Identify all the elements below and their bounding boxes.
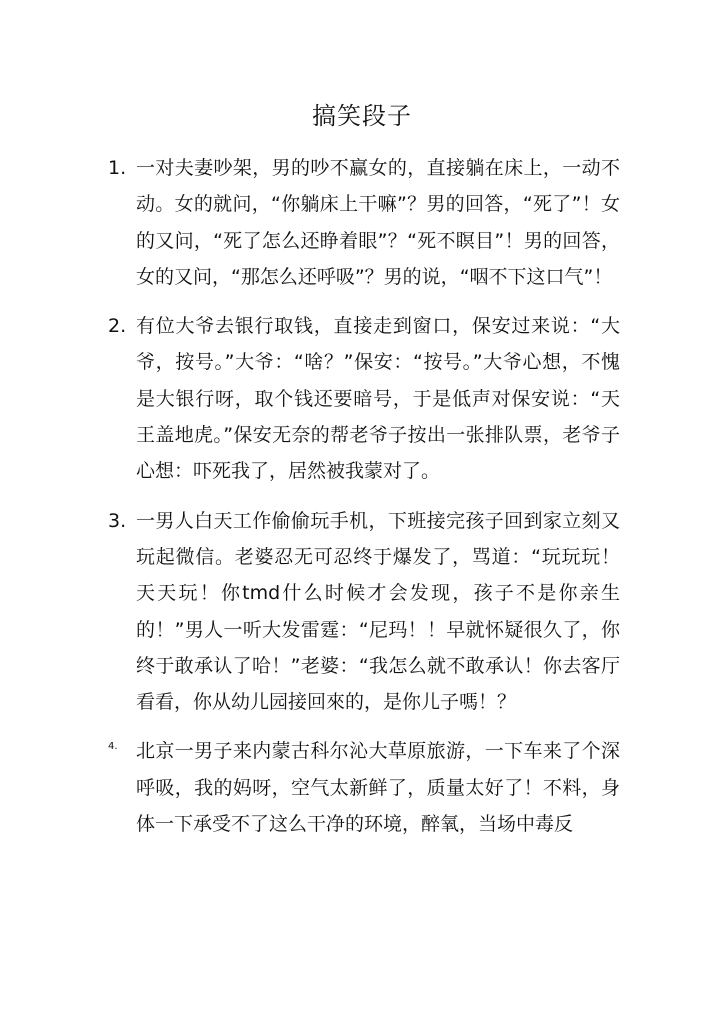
list-item-text: 一男人白天工作偷偷玩手机，下班接完孩子回到家立刻又玩起微信。老婆忍无可忍终于爆发了，骂道：“玩玩玩！天天玩！你tmd什么时候才会发现，孩子不是你亲生的！”男人一听大发雷霆：“尼玛！！早就怀疑很久了，你终于敢承认了哈！”老婆：“我怎么就不敢承认！你去客厅看看，你从幼儿园接回來的，是你儿子嗎！？ <box>136 509 620 714</box>
list-item-number: 4. <box>108 741 118 753</box>
list-item <box>108 733 620 842</box>
list-item <box>108 308 620 489</box>
list-item-number: 2. <box>108 315 127 338</box>
list-item-text: 北京一男子来内蒙古科尔沁大草原旅游，一下车来了个深呼吸，我的妈呀，空气太新鲜了，质量太好了！不料，身体一下承受不了这么干净的环境，醉氧，当场中毒反 <box>136 740 620 836</box>
list-item-text: 有位大爷去银行取钱，直接走到窗口，保安过来说：“大爷，按号。”大爷：“啥？”保安：“按号。”大爷心想，不愧是大银行呀，取个钱还要暗号，于是低声对保安说：“天王盖地虎。”保安无奈的帮老爷子按出一张排队票，老爷子心想：吓死我了，居然被我蒙对了。 <box>136 315 620 483</box>
list-item <box>108 150 620 295</box>
list-item-text: 一对夫妻吵架，男的吵不赢女的，直接躺在床上，一动不动。女的就问，“你躺床上干嘛”？男的回答，“死了”！女的又问，“死了怎么还睁着眼”？“死不瞑目”！男的回答，女的又问，“那怎么还呼吸”？男的说，“咽不下这口气”！ <box>136 157 620 288</box>
list-item-number: 3. <box>108 509 127 532</box>
list-item <box>108 503 620 721</box>
joke-list <box>108 150 620 855</box>
page-title: 搞笑段子 <box>312 102 412 130</box>
list-item-number: 1. <box>108 157 127 179</box>
